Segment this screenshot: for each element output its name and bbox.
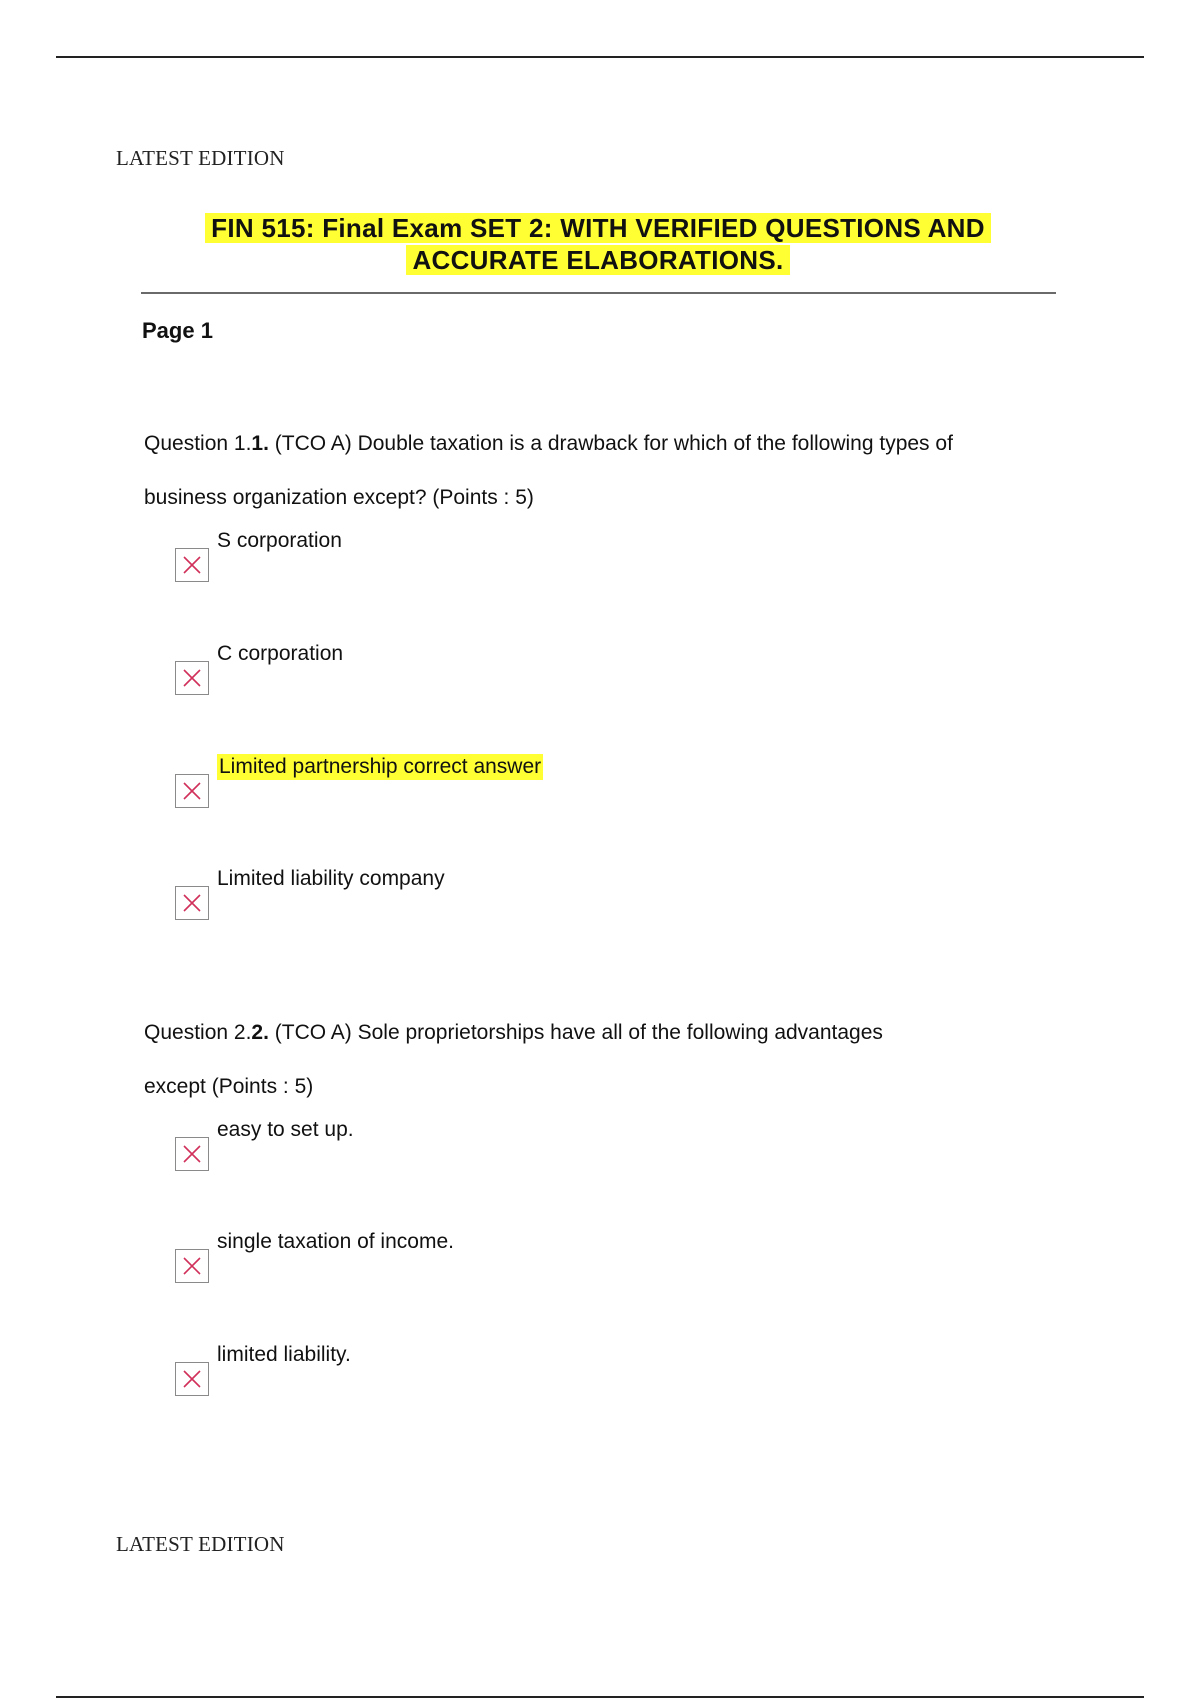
question-2-number: Question 2. bbox=[144, 1021, 252, 1044]
question-1-number-bold: 1. bbox=[251, 432, 269, 455]
bottom-rule bbox=[56, 1696, 1144, 1698]
question-2 bbox=[144, 1006, 1064, 1114]
x-mark-icon[interactable] bbox=[175, 548, 209, 582]
x-mark-icon[interactable] bbox=[175, 1249, 209, 1283]
question-2-option-2[interactable] bbox=[175, 1230, 875, 1293]
option-label: single taxation of income. bbox=[217, 1230, 454, 1253]
footer-edition: LATEST EDITION bbox=[116, 1532, 285, 1556]
option-label: S corporation bbox=[217, 529, 342, 552]
question-1-text-line-2: business organization except? (Points : 5) bbox=[144, 486, 534, 509]
question-2-option-3[interactable] bbox=[175, 1343, 875, 1406]
option-label: Limited liability company bbox=[217, 867, 445, 890]
title-line-1: FIN 515: Final Exam SET 2: WITH VERIFIED QUESTIONS AND bbox=[205, 213, 991, 243]
question-1-option-3[interactable] bbox=[175, 755, 875, 818]
title-divider bbox=[141, 292, 1056, 294]
option-label: limited liability. bbox=[217, 1343, 351, 1366]
option-label: easy to set up. bbox=[217, 1118, 354, 1141]
question-1-number: Question 1. bbox=[144, 432, 252, 455]
question-2-text-line-2: except (Points : 5) bbox=[144, 1075, 314, 1098]
x-mark-icon[interactable] bbox=[175, 886, 209, 920]
header-edition: LATEST EDITION bbox=[116, 146, 285, 170]
question-1 bbox=[144, 417, 1064, 525]
top-rule bbox=[56, 56, 1144, 58]
question-1-option-2[interactable] bbox=[175, 642, 875, 705]
x-mark-icon[interactable] bbox=[175, 1137, 209, 1171]
question-1-text-line-1: (TCO A) Double taxation is a drawback for which of the following types of bbox=[268, 432, 953, 455]
page-label: Page 1 bbox=[142, 318, 213, 343]
x-mark-icon[interactable] bbox=[175, 1362, 209, 1396]
question-1-option-4[interactable] bbox=[175, 867, 875, 930]
document-title bbox=[140, 212, 1056, 276]
x-mark-icon[interactable] bbox=[175, 774, 209, 808]
question-2-option-1[interactable] bbox=[175, 1118, 875, 1181]
title-line-2: ACCURATE ELABORATIONS. bbox=[406, 245, 789, 275]
question-2-number-bold: 2. bbox=[251, 1021, 269, 1044]
option-label-correct-answer: Limited partnership correct answer bbox=[219, 755, 542, 778]
option-label: C corporation bbox=[217, 642, 344, 665]
question-2-text-line-1: (TCO A) Sole proprietorships have all of the following advantages bbox=[268, 1021, 883, 1044]
x-mark-icon[interactable] bbox=[175, 661, 209, 695]
question-1-option-1[interactable] bbox=[175, 529, 875, 592]
